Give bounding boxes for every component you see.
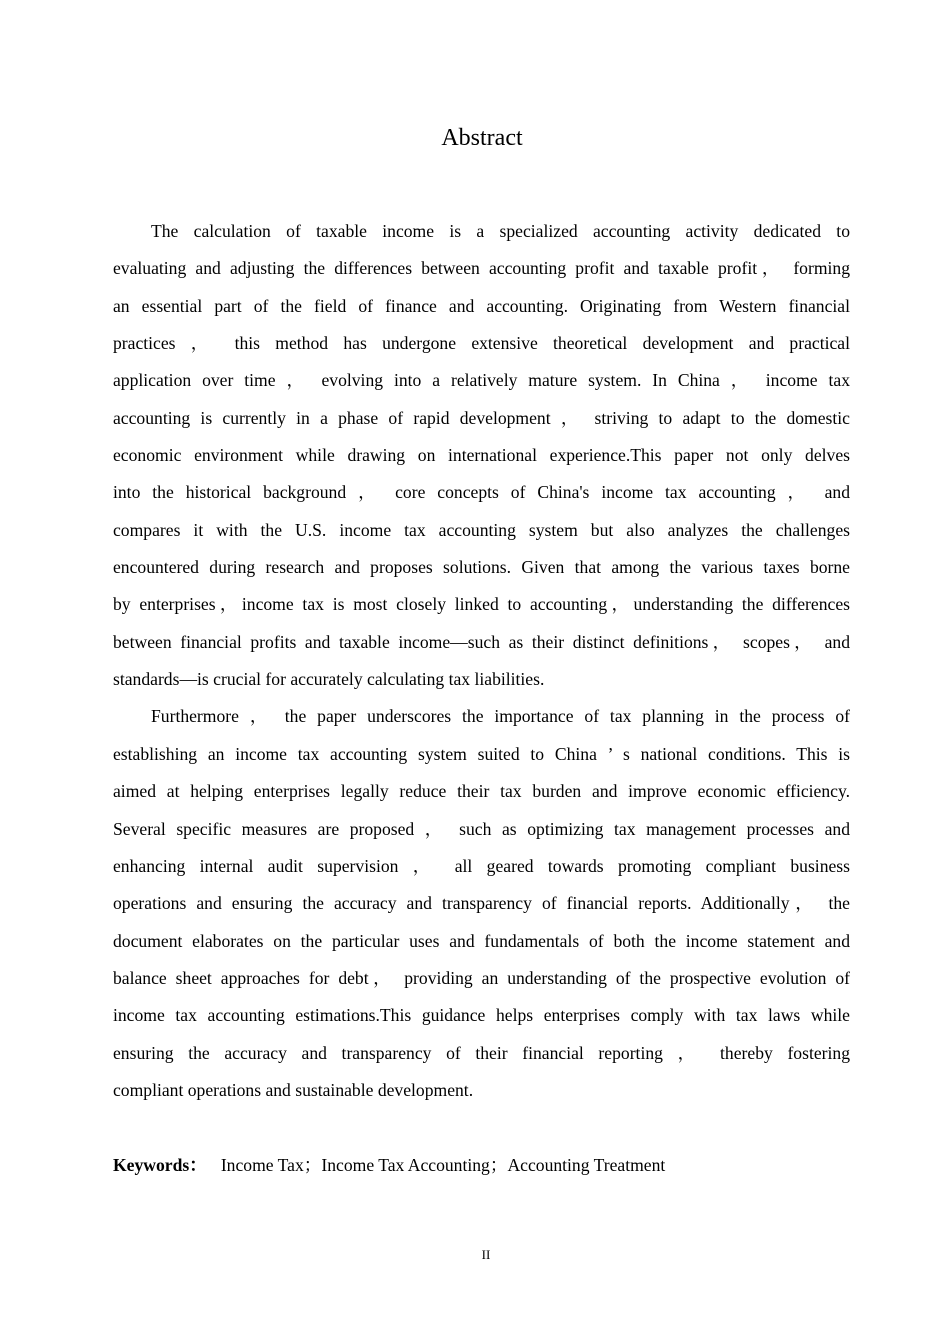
text-line: document elaborates on the particular uses and fundamentals of both the income statement and [113, 930, 850, 951]
text-line: income tax accounting estimations.This guidance helps enterprises comply with tax laws while [113, 1005, 850, 1026]
text-line: standards—is crucial for accurately calculating tax liabilities. [113, 669, 545, 690]
text-line: The calculation of taxable income is a specialized accounting activity dedicated to [151, 221, 850, 241]
text-line: encountered during research and proposes solutions. Given that among the various taxes borne [113, 557, 850, 578]
abstract-body [113, 213, 850, 1109]
abstract-title: Abstract [441, 125, 523, 151]
text-line: accounting is currently in a phase of rapid development ， striving to adapt to the domestic [113, 407, 850, 428]
keywords-label: Keywords： [113, 1155, 207, 1175]
text-line: operations and ensuring the accuracy and transparency of financial reports. Additionally， the [113, 893, 850, 914]
text-line: between financial profits and taxable income—such as their distinct definitions， scopes， and [113, 631, 850, 652]
text-line: Furthermore ， the paper underscores the importance of tax planning in the process of [151, 706, 850, 727]
text-line: into the historical background ， core concepts of China's income tax accounting ， and [113, 482, 850, 503]
text-line: aimed at helping enterprises legally reduce their tax burden and improve economic efficiency. [113, 781, 850, 802]
text-line: an essential part of the field of finance and accounting. Originating from Western financial [113, 295, 850, 316]
text-line: compliant operations and sustainable development. [113, 1079, 474, 1100]
text-line: practices ， this method has undergone extensive theoretical development and practical [113, 333, 850, 354]
text-line: application over time ， evolving into a relatively mature system. In China ， income tax [113, 370, 850, 391]
text-line: evaluating and adjusting the differences between accounting profit and taxable profit， forming [113, 258, 850, 279]
text-line: enhancing internal audit supervision ， all geared towards promoting compliant business [113, 855, 850, 876]
text-line: Several specific measures are proposed ， such as optimizing tax management processes and [113, 818, 850, 839]
text-line: by enterprises，income tax is most closely linked to accounting，understanding the differences [113, 594, 850, 615]
text-line: compares it with the U.S. income tax accounting system but also analyzes the challenges [113, 519, 850, 540]
text-line: economic environment while drawing on international experience.This paper not only delves [113, 445, 850, 466]
text-line: ensuring the accuracy and transparency of their financial reporting ， thereby fostering [113, 1042, 850, 1063]
paragraph-1 [113, 213, 850, 698]
text-line: establishing an income tax accounting system suited to China ’ s national conditions. This is [113, 743, 850, 764]
paragraph-2 [113, 698, 850, 1109]
text-line: balance sheet approaches for debt， providing an understanding of the prospective evolution of [113, 967, 850, 988]
keywords-line [113, 1152, 665, 1178]
page-number: II [481, 1247, 491, 1262]
keywords-value: Income Tax；Income Tax Accounting；Accounting Treatment [220, 1155, 666, 1175]
